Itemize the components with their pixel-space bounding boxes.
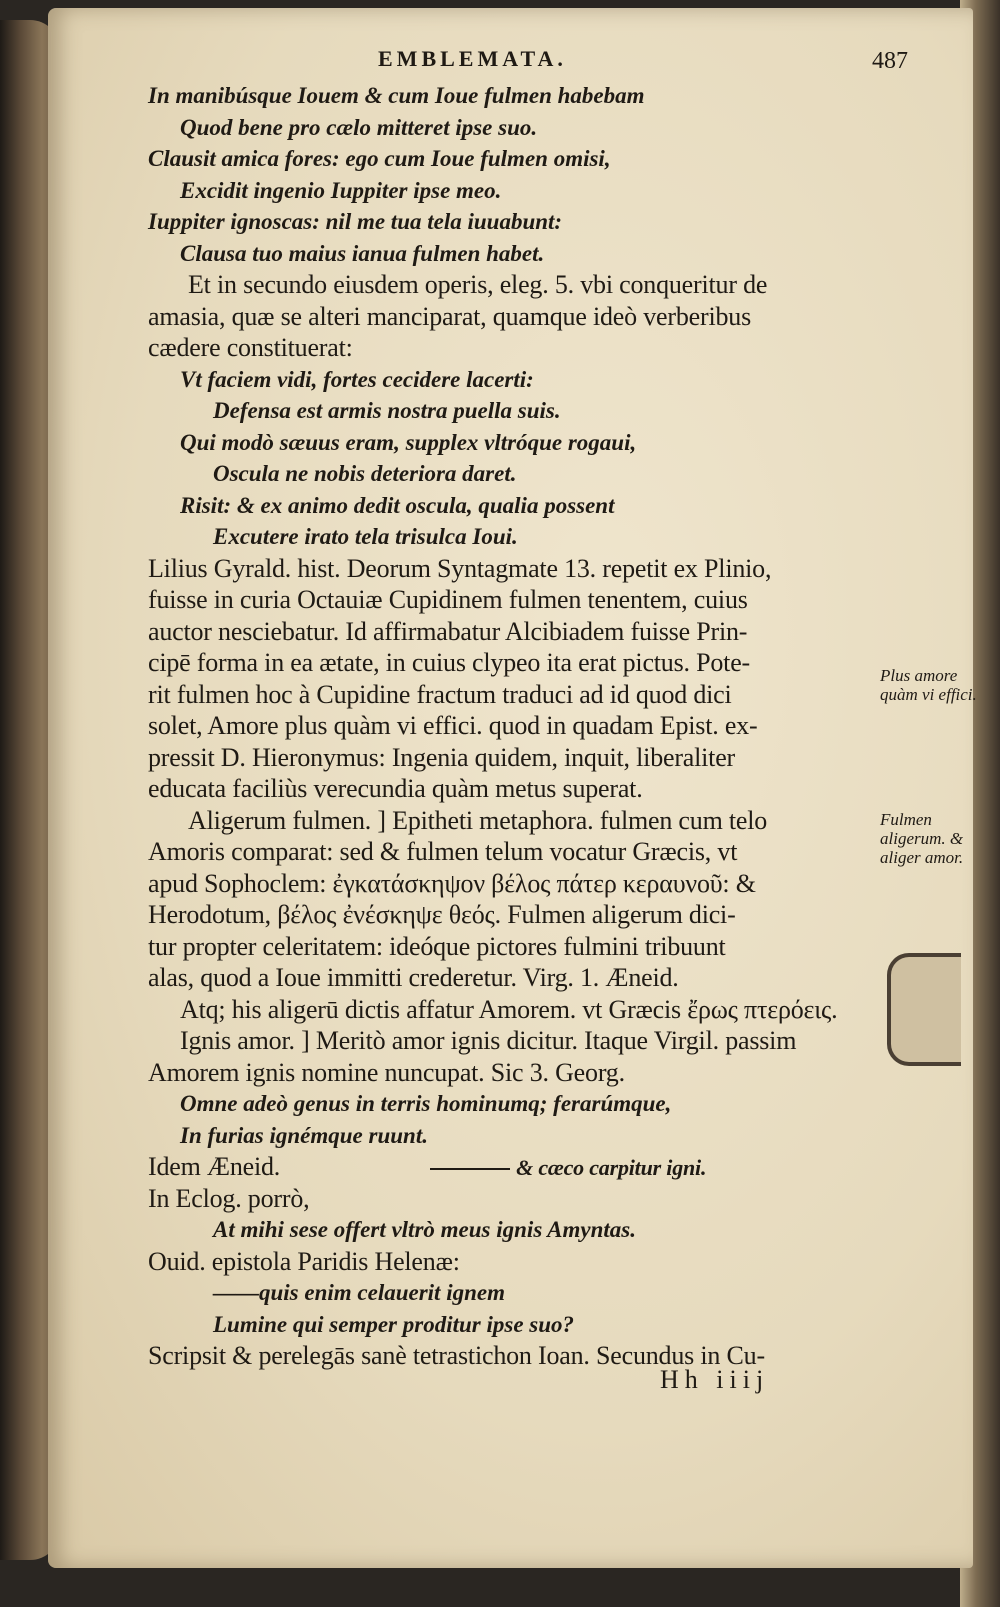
text-line [148,269,878,301]
rule-dash [430,1168,510,1170]
text-line [148,143,878,175]
text-line-content: amasia, quæ se alteri manciparat, quamque ideò verberibus [148,301,751,331]
text-line-content: cædere constituerat: [148,333,353,362]
text-line-content: Ouid. epistola Paridis Helenæ: [148,1246,460,1276]
book-page [48,8,977,1568]
text-line-content: Amorem ignis nomine nuncupat. Sic 3. Georg. [148,1057,625,1087]
text-line [148,80,878,112]
text-line-content: Amoris comparat: sed & fulmen telum vocatur Græcis, vt [148,837,738,866]
text-line-content: Oscula ne nobis deteriora daret. [213,461,517,486]
text-line [148,1183,878,1215]
text-line [148,1246,878,1278]
text-line-content: Defensa est armis nostra puella suis. [213,398,561,423]
text-line-content: pressit D. Hieronymus: Ingenia quidem, inquit, liberaliter [148,742,735,772]
text-line [148,427,878,459]
text-line-content: Clausa tuo maius ianua fulmen habet. [180,240,545,266]
text-line [148,521,878,553]
text-line-content: Ignis amor. ] Meritò amor ignis dicitur. Itaque Virgil. passim [180,1026,797,1055]
text-line-content: Omne adeò genus in terris hominumq; ferarúmque, [180,1091,672,1116]
text-line-content: Herodotum, βέλος ἐνέσκηψε θεός. Fulmen aligerum dici- [148,900,736,929]
signature-mark: Hh iiij [660,1365,770,1394]
text-line [148,805,878,837]
text-line-content: Quod bene pro cælo mitteret ipse suo. [180,114,538,140]
margin-note-plus-amore: Plus amore quàm vi effici. [880,666,977,704]
text-line-content: Scripsit & perelegās sanè tetrastichon Ioan. Secundus in Cu- [148,1341,765,1370]
text-line [148,868,878,900]
text-line-content: Idem Æneid. [148,1152,281,1181]
text-line [148,679,878,711]
text-line [148,238,878,270]
text-line-content: fuisse in curia Octauiæ Cupidinem fulmen tenentem, cuius [148,585,748,614]
text-line [148,490,878,522]
text-line [148,553,878,585]
text-line-content: Clausit amica fores: ego cum Ioue fulmen omisi, [148,146,611,171]
text-line [148,1309,878,1341]
text-line-content: Excidit ingenio Iuppiter ipse meo. [180,177,502,203]
text-line-content: In furias ignémque ruunt. [180,1122,428,1148]
text-line-content: Vt faciem vidi, fortes cecidere lacerti: [180,366,534,392]
text-line [148,1277,878,1309]
text-line [148,899,878,931]
text-line-content: Lumine qui semper proditur ipse suo? [213,1311,575,1337]
text-line-content: Lilius Gyrald. hist. Deorum Syntagmate 13. repetit ex Plinio, [148,553,772,583]
text-line [148,1088,878,1120]
page-number: 487 [872,48,908,74]
body-text [148,80,878,1372]
text-line [148,962,878,994]
text-line [148,364,878,396]
text-line-content: Iuppiter ignoscas: nil me tua tela iuuabunt: [148,209,563,234]
text-line-tail: & cæco carpitur igni. [516,1155,707,1180]
text-line [148,301,878,333]
text-line [148,742,878,774]
text-line-content: apud Sophoclem: ἐγκατάσκηψον βέλος πάτερ κεραυνοῦ: & [148,868,756,898]
text-line [148,1025,878,1057]
text-line [148,206,878,238]
text-line [148,994,878,1026]
text-line-content: tur propter celeritatem: ideóque pictores fulmini tribuunt [148,931,726,961]
text-line-content: Aligerum fulmen. ] Epitheti metaphora. fulmen cum telo [188,805,768,835]
text-line-content: Excutere irato tela trisulca Ioui. [213,524,518,549]
text-line-content: In Eclog. porrò, [148,1183,310,1213]
text-line [148,836,878,868]
text-line-content: Atq; his aligerū dictis affatur Amorem. vt Græcis ἔρως πτερόεις. [180,994,838,1024]
text-line-content: solet, Amore plus quàm vi effici. quod in quadam Epist. ex- [148,711,758,740]
text-line-content: educata faciliùs verecundia quàm metus superat. [148,774,643,803]
text-line [148,395,878,427]
text-line [148,175,878,207]
text-line-content: cipē forma in ea ætate, in cuius clypeo ita erat pictus. Pote- [148,648,751,677]
text-line [148,112,878,144]
text-line-content: rit fulmen hoc à Cupidine fractum traduci ad id quod dici [148,679,732,709]
running-head [128,36,908,76]
text-line [148,458,878,490]
text-line [148,647,878,679]
text-line [148,584,878,616]
text-line-content: At mihi sese offert vltrò meus ignis Amyntas. [213,1217,636,1242]
text-line [148,773,878,805]
text-line [148,332,878,364]
text-line [148,1214,878,1246]
text-line [148,1057,878,1089]
text-line-content: In manibúsque Iouem & cum Ioue fulmen habebam [148,83,645,108]
text-line-content: Risit: & ex animo dedit oscula, qualia possent [180,492,615,518]
text-line-content: Et in secundo eiusdem operis, eleg. 5. vbi conqueritur de [188,270,768,299]
clasp-icon [887,953,961,1066]
text-line-content: alas, quod a Ioue immitti crederetur. Virg. 1. Æneid. [148,963,679,992]
running-head-title: EMBLEMATA. [378,46,567,71]
text-line-content: Qui modò sæuus eram, supplex vltróque rogaui, [180,429,637,455]
text-line-content: auctor nesciebatur. Id affirmabatur Alcibiadem fuisse Prin- [148,616,748,646]
text-line [148,931,878,963]
text-line [148,1120,878,1152]
text-line [148,710,878,742]
text-line-content: ——quis enim celauerit ignem [213,1280,505,1305]
text-line [148,616,878,648]
text-line [148,1151,878,1183]
margin-note-fulmen-aligerum: Fulmen aligerum. & aliger amor. [880,810,964,867]
